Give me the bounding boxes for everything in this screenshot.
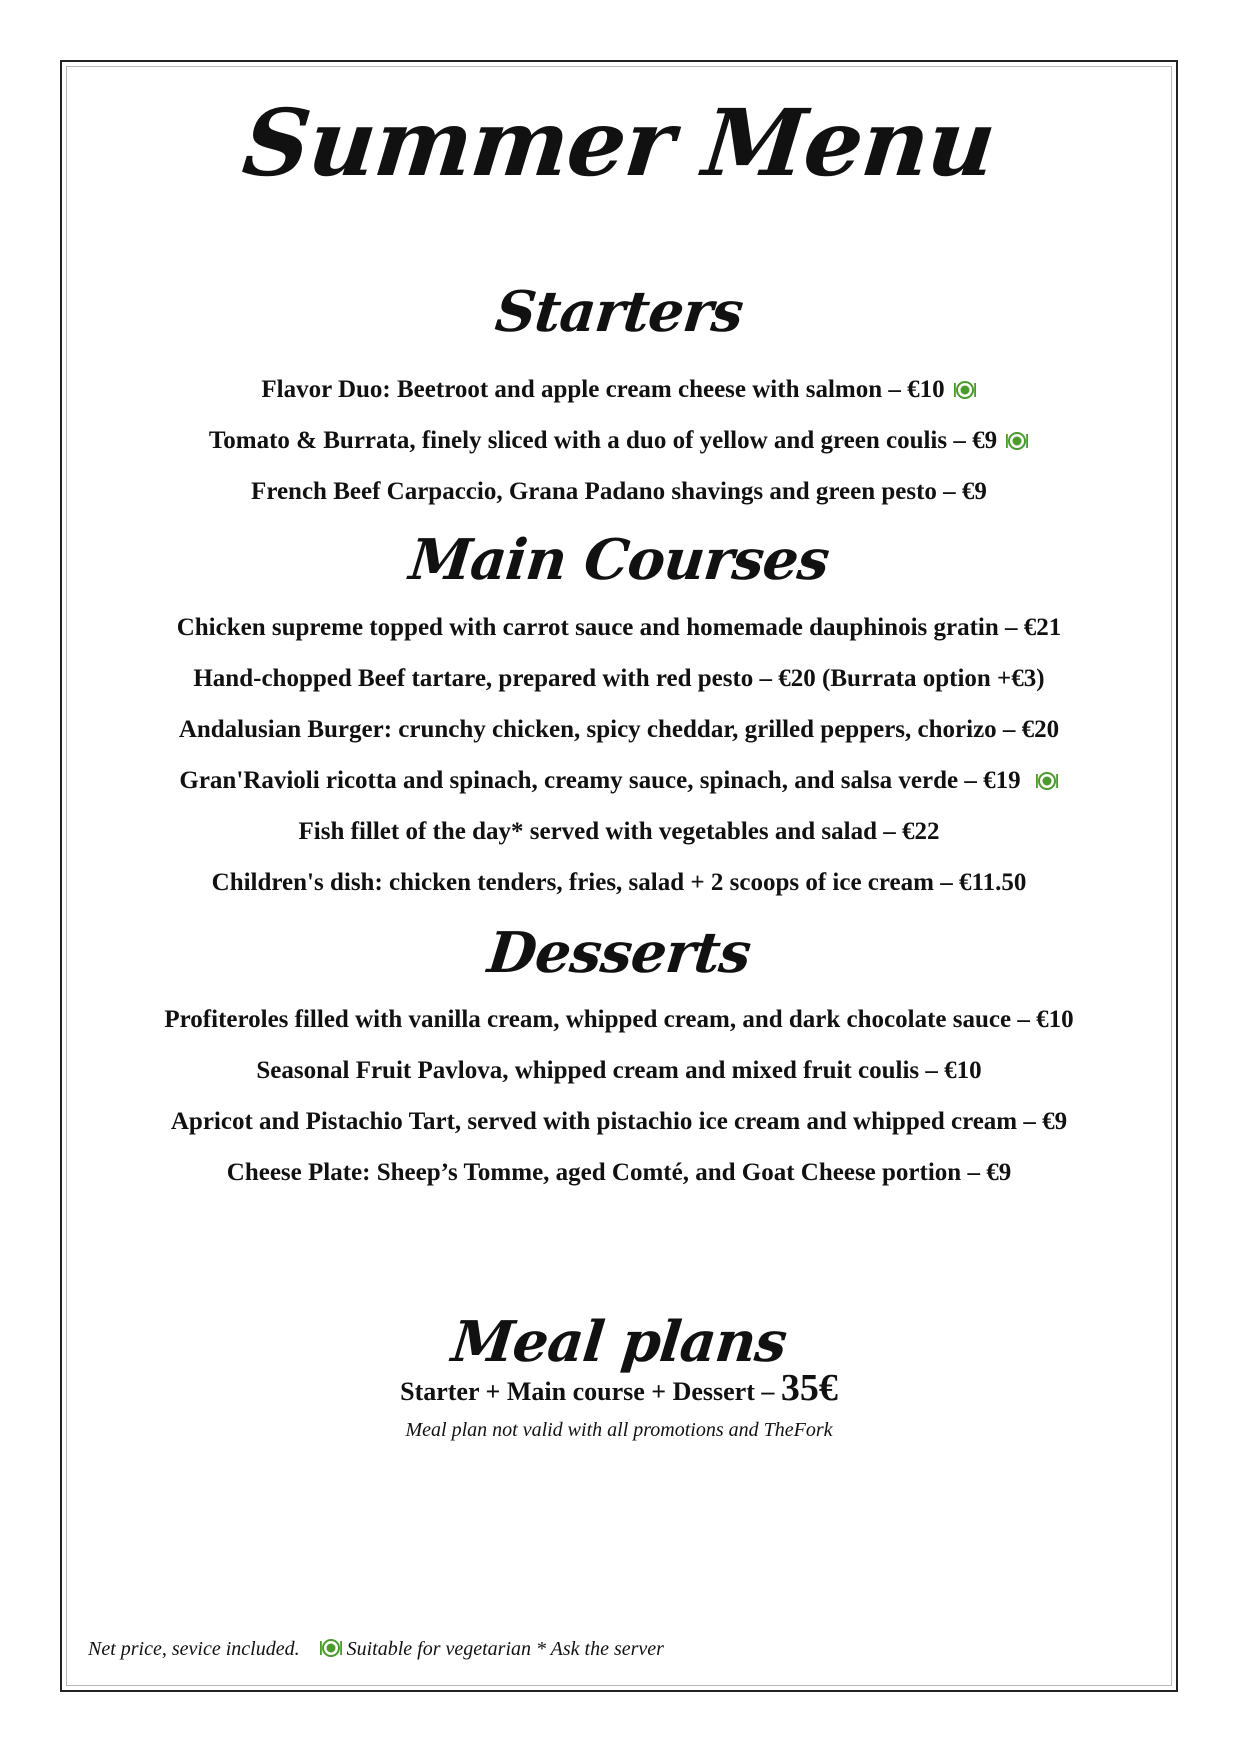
main-course-item bbox=[68, 663, 1170, 695]
desserts-heading: Desserts bbox=[484, 920, 754, 986]
starter-item-text: French Beef Carpaccio, Grana Padano shavings and green pesto – €9 bbox=[251, 478, 987, 505]
footer-vegetarian-note: Suitable for vegetarian bbox=[346, 1638, 532, 1660]
starters-heading: Starters bbox=[492, 279, 746, 345]
footer-price-note: Net price, sevice included. bbox=[88, 1638, 300, 1660]
starter-item bbox=[68, 476, 1170, 508]
footer-note bbox=[88, 1635, 664, 1663]
meal-plan-formula bbox=[68, 1368, 1170, 1412]
dessert-item-text: Cheese Plate: Sheep’s Tomme, aged Comté, and Goat Cheese portion – €9 bbox=[226, 1159, 1012, 1186]
meal-plan-formula-text: Starter + Main course + Dessert – bbox=[400, 1377, 781, 1406]
vegetarian-plate-icon bbox=[1035, 771, 1059, 791]
vegetarian-plate-icon bbox=[1005, 431, 1029, 451]
dessert-item bbox=[68, 1055, 1170, 1087]
footer-ask-note: * Ask the server bbox=[536, 1638, 664, 1660]
dessert-item-text: Apricot and Pistachio Tart, served with pistachio ice cream and whipped cream – €9 bbox=[170, 1108, 1068, 1135]
main-course-item-text: Fish fillet of the day* served with vegetables and salad – €22 bbox=[298, 818, 940, 845]
dessert-item-text: Seasonal Fruit Pavlova, whipped cream and mixed fruit coulis – €10 bbox=[256, 1057, 982, 1084]
main-course-item bbox=[68, 714, 1170, 746]
dessert-item bbox=[68, 1106, 1170, 1138]
starter-item bbox=[68, 374, 1170, 406]
menu-page bbox=[68, 68, 1170, 1684]
meal-plan-note: Meal plan not valid with all promotions and TheFork bbox=[405, 1419, 833, 1441]
starter-item-text: Tomato & Burrata, finely sliced with a duo of yellow and green coulis – €9 bbox=[208, 427, 998, 454]
main-course-item bbox=[68, 765, 1170, 797]
meal-plan-price: 35€ bbox=[780, 1367, 838, 1409]
main-courses-heading: Main Courses bbox=[406, 527, 832, 593]
starter-item-text: Flavor Duo: Beetroot and apple cream cheese with salmon – €10 bbox=[261, 376, 945, 403]
main-course-item bbox=[68, 816, 1170, 848]
vegetarian-plate-icon bbox=[953, 380, 977, 400]
meal-plans-heading: Meal plans bbox=[448, 1309, 790, 1375]
starter-item bbox=[68, 425, 1170, 457]
main-course-item-text: Andalusian Burger: crunchy chicken, spicy cheddar, grilled peppers, chorizo – €20 bbox=[178, 716, 1060, 743]
menu-title: Summer Menu bbox=[238, 89, 1000, 197]
vegetarian-plate-icon bbox=[319, 1638, 343, 1658]
main-course-item-text: Chicken supreme topped with carrot sauce and homemade dauphinois gratin – €21 bbox=[176, 614, 1062, 641]
main-course-item bbox=[68, 867, 1170, 899]
dessert-item bbox=[68, 1004, 1170, 1036]
dessert-item-text: Profiteroles filled with vanilla cream, whipped cream, and dark chocolate sauce – €10 bbox=[164, 1006, 1074, 1033]
main-course-item bbox=[68, 612, 1170, 644]
main-course-item-text: Hand-chopped Beef tartare, prepared with red pesto – €20 (Burrata option +€3) bbox=[193, 665, 1045, 692]
dessert-item bbox=[68, 1157, 1170, 1189]
main-course-item-text: Gran'Ravioli ricotta and spinach, creamy sauce, spinach, and salsa verde – €19 bbox=[179, 767, 1021, 794]
main-course-item-text: Children's dish: chicken tenders, fries, salad + 2 scoops of ice cream – €11.50 bbox=[211, 869, 1027, 896]
